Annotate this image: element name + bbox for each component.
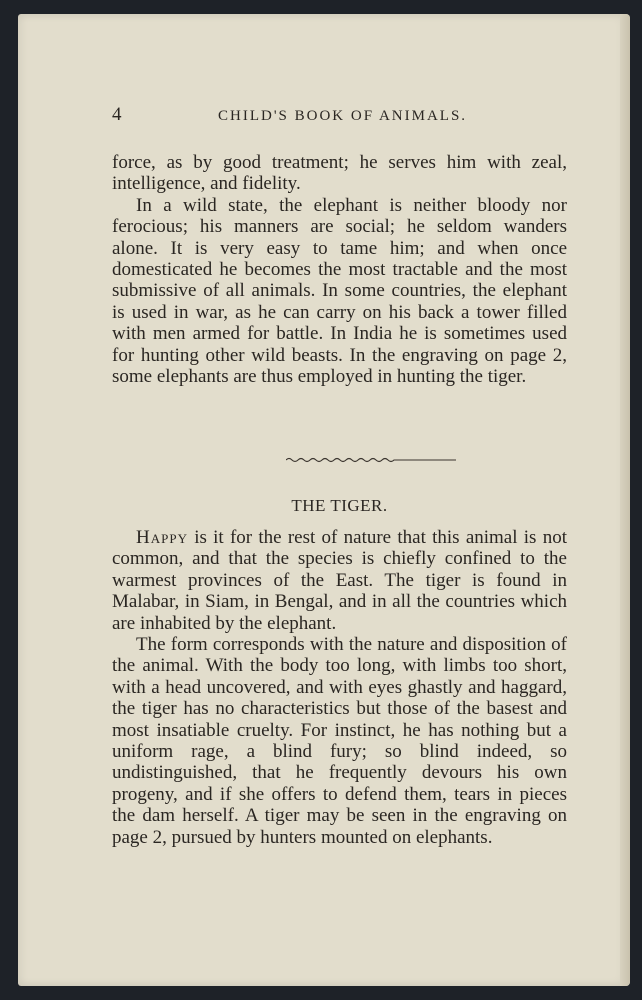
paragraph-text: is it for the rest of nature that this animal is not common, and that the species is chiefly confined to the warmest provinces of the East. The tiger is found in Malabar, in Siam, in Bengal, and in all the countries which are inhabited by the elephant. — [112, 527, 567, 634]
section-divider-ornament — [286, 455, 456, 465]
section-title: THE TIGER. — [291, 496, 388, 515]
running-title: CHILD'S BOOK OF ANIMALS. — [218, 108, 468, 124]
paragraph: force, as by good treatment; he serves him with zeal, intelligence, and fidelity. — [112, 152, 567, 195]
lead-word: Happy — [136, 527, 188, 548]
page-edge — [620, 14, 630, 986]
elephant-text-continuation — [112, 152, 567, 387]
book-page — [18, 14, 630, 986]
paragraph: The form corresponds with the nature and disposition of the animal. With the body too long, with limbs too short, with a head uncovered, and with eyes ghastly and haggard, the tiger has no characteristics but those of the basest and most insatiable cruelty. For instinct, he has nothing but a uniform rage, a blind fury; so blind indeed, so undistinguished, that he frequently devours his own progeny, and if she offers to defend them, tears in pieces the dam herself. A tiger may be seen in the engraving on page 2, pursued by hunters mounted on elephants. — [112, 634, 567, 848]
paragraph — [112, 527, 567, 634]
paragraph: In a wild state, the elephant is neither bloody nor ferocious; his manners are social; he seldom wanders alone. It is very easy to tame him; and when once domesticated he becomes the most tractable and the most submissive of all animals. In some countries, the elephant is used in war, as he can carry on his back a tower filled with men armed for battle. In India he is sometimes used for hunting other wild beasts. In the engraving on page 2, some elephants are thus employed in hunting the tiger. — [112, 194, 567, 388]
tiger-text — [112, 527, 567, 848]
running-header — [112, 104, 572, 128]
page-number: 4 — [112, 104, 122, 125]
